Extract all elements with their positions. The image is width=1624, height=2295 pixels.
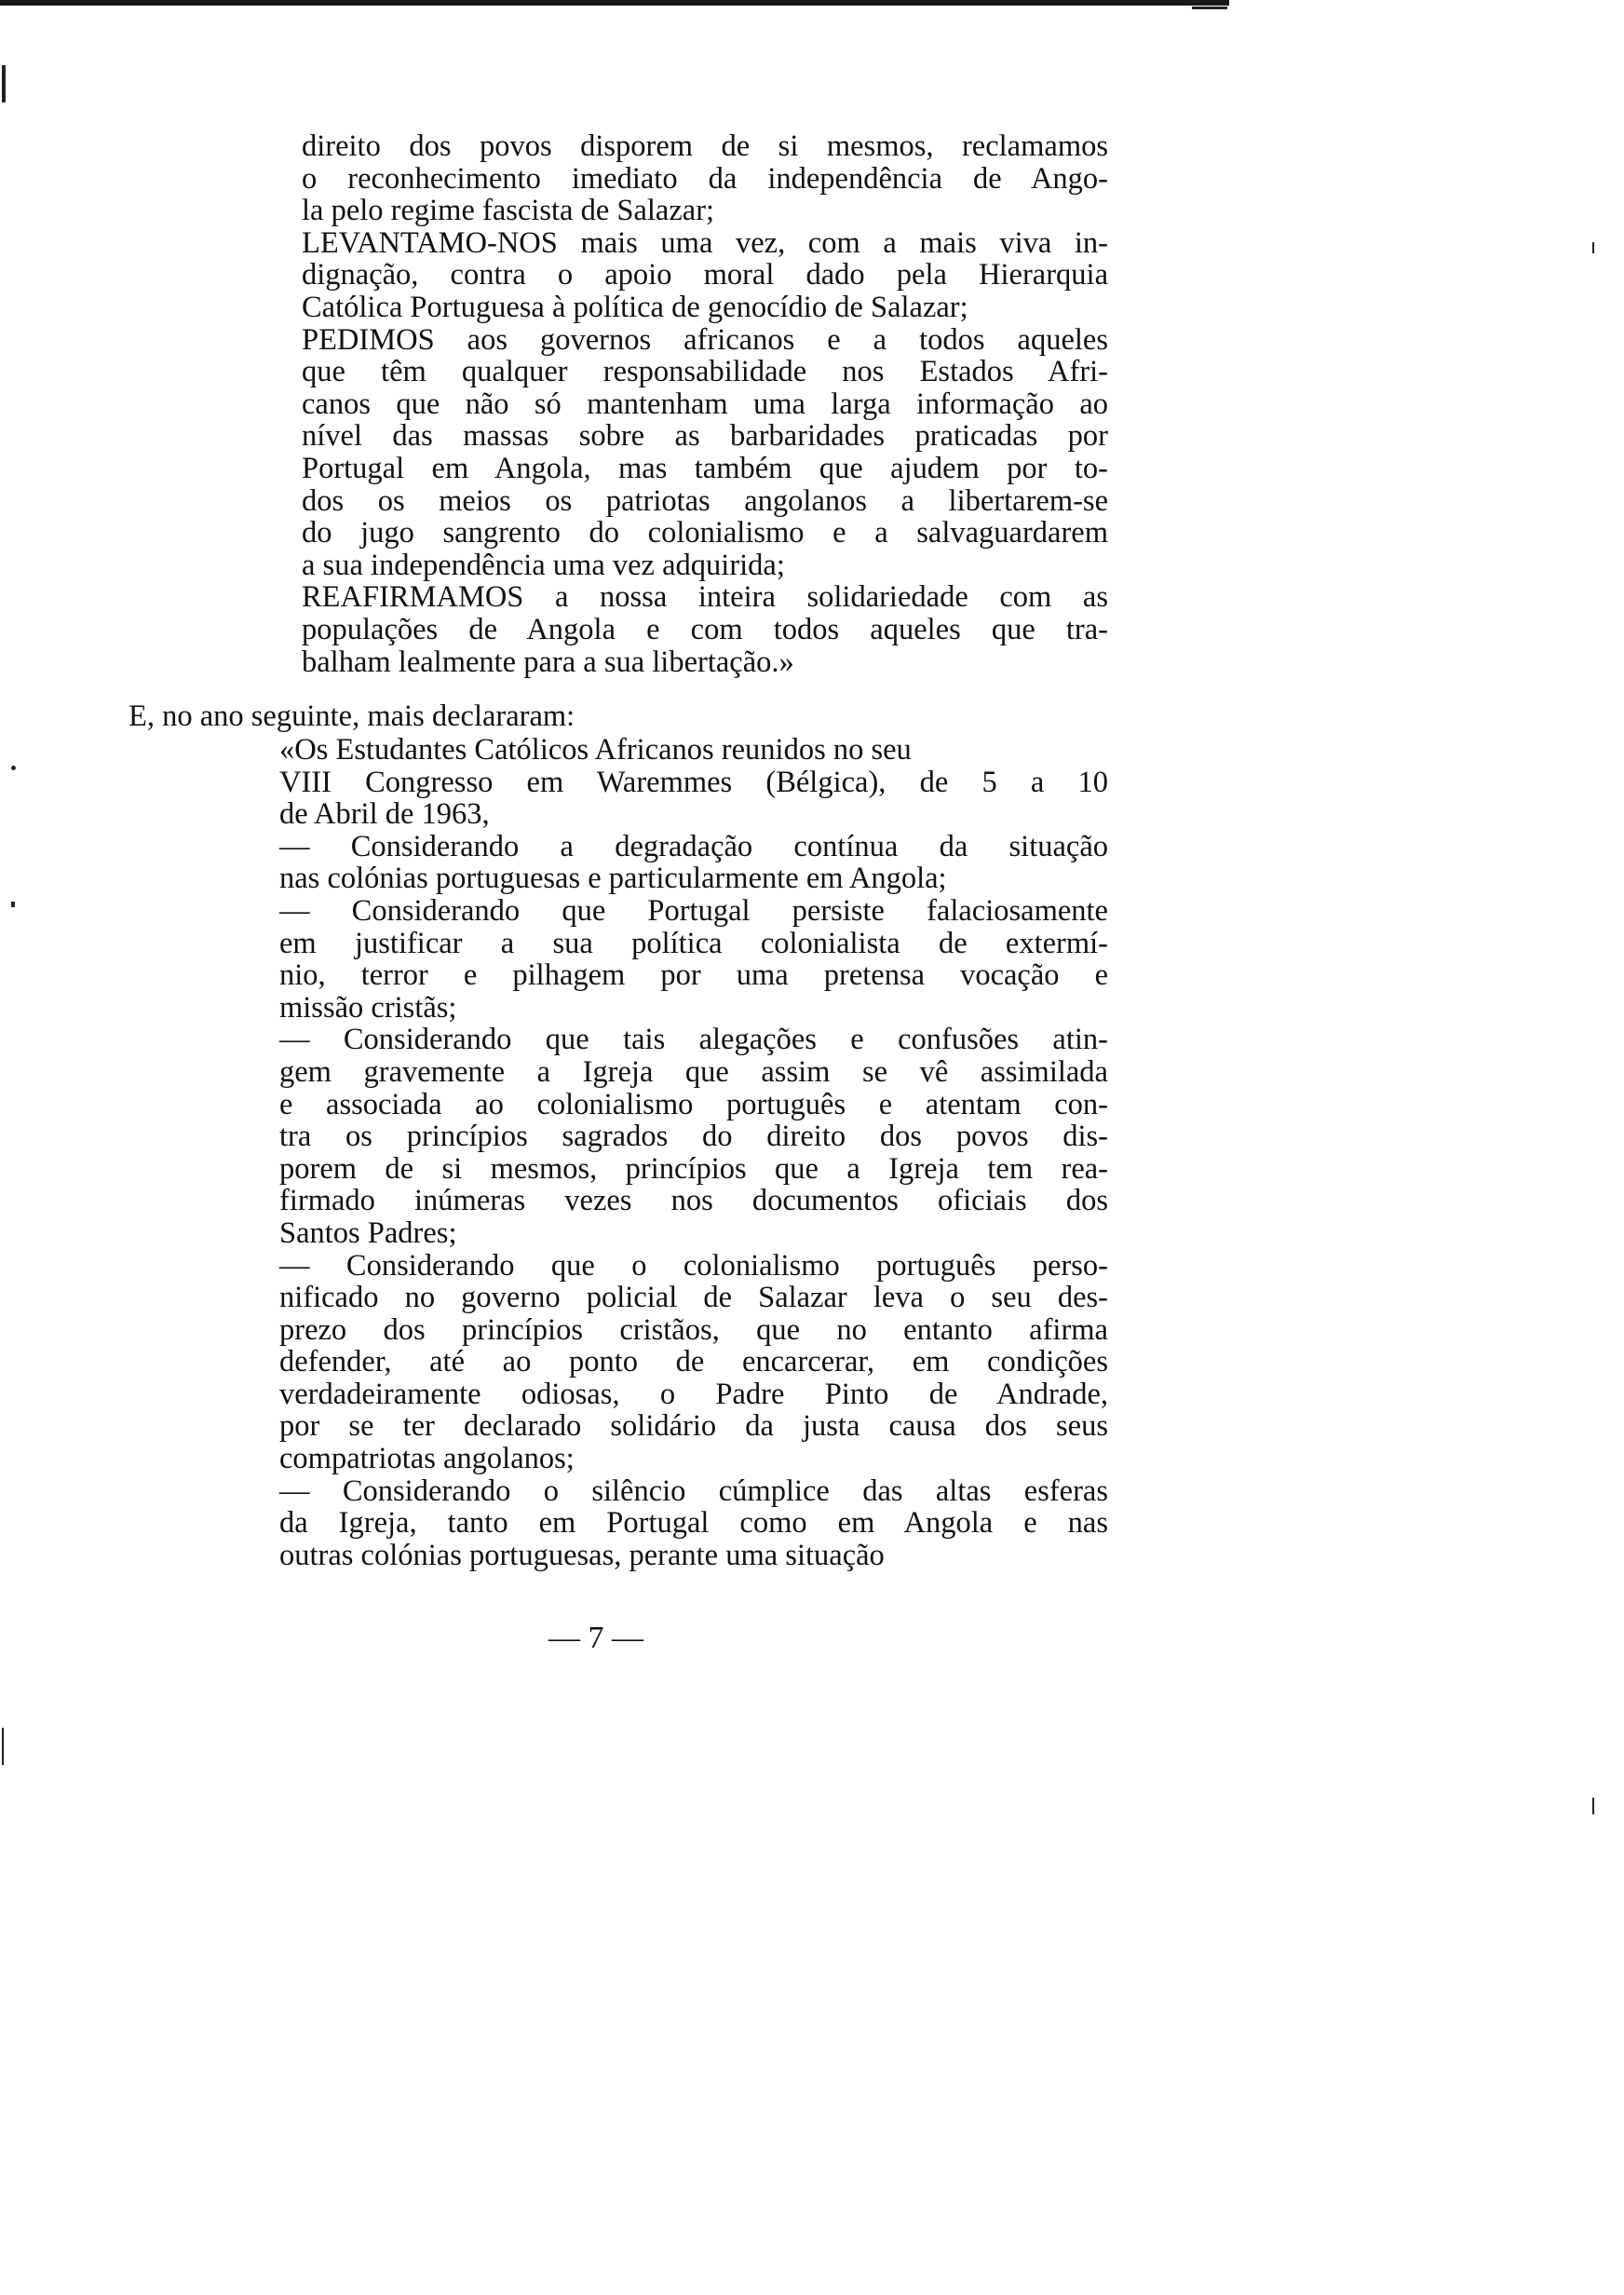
text-line: do jugo sangrento do colonialismo e a salvaguardarem — [302, 516, 1108, 550]
text-line: balham lealmente para a sua libertação.» — [302, 645, 794, 679]
text-line: gem gravemente a Igreja que assim se vê assimilada — [279, 1054, 1108, 1089]
left-edge-line — [2, 1728, 4, 1765]
text-line: — Considerando que o colonialismo português perso- — [279, 1248, 1108, 1283]
page-number: — 7 — — [548, 1621, 643, 1655]
text-line: prezo dos princípios cristãos, que no entanto afirma — [279, 1312, 1108, 1347]
text-line: Portugal em Angola, mas também que ajudem por to- — [302, 451, 1108, 485]
left-edge-mark — [2, 65, 6, 102]
text-line: nível das massas sobre as barbaridades praticadas por — [302, 419, 1108, 454]
lead-in-text: E, no ano seguinte, mais declararam: — [129, 699, 575, 733]
text-line: nas colónias portuguesas e particularmente em Angola; — [279, 862, 947, 896]
text-line: VIII Congresso em Waremmes (Bélgica), de 5 a 10 — [279, 765, 1108, 799]
text-line: defender, até ao ponto de encarcerar, em condições — [279, 1345, 1108, 1379]
quote-2-block — [279, 734, 1108, 1571]
text-line: que têm qualquer responsabilidade nos Estados Afri- — [302, 355, 1108, 389]
quote-1-block — [302, 130, 1108, 678]
top-border-rule-tail — [1192, 7, 1227, 9]
text-line: da Igreja, tanto em Portugal como em Angola e nas — [279, 1506, 1108, 1541]
text-line: compatriotas angolanos; — [279, 1442, 575, 1476]
text-line: — Considerando a degradação contínua da situação — [279, 829, 1108, 863]
text-line: Santos Padres; — [279, 1215, 457, 1250]
text-line: firmado inúmeras vezes nos documentos oficiais dos — [279, 1184, 1108, 1218]
text-line: LEVANTAMO-NOS mais uma vez, com a mais viva in- — [302, 225, 1108, 260]
text-line: — Considerando que tais alegações e confusões atin- — [279, 1023, 1108, 1057]
text-line: verdadeiramente odiosas, o Padre Pinto de Andrade, — [279, 1377, 1108, 1411]
text-line: por se ter declarado solidário da justa causa dos seus — [279, 1409, 1108, 1444]
text-line: dignação, contra o apoio moral dado pela Hierarquia — [302, 258, 1108, 292]
text-line: de Abril de 1963, — [279, 797, 490, 832]
right-edge-mark — [1592, 1798, 1594, 1814]
text-line: populações de Angola e com todos aqueles que tra- — [302, 612, 1108, 646]
text-line: em justificar a sua política colonialista de extermí- — [279, 926, 1108, 960]
text-line: e associada ao colonialismo português e atentam con- — [279, 1087, 1108, 1121]
text-line: o reconhecimento imediato da independência de Ango- — [302, 161, 1108, 196]
text-line: porem de si mesmos, princípios que a Igreja tem rea- — [279, 1151, 1108, 1186]
text-line: REAFIRMAMOS a nossa inteira solidariedade com as — [302, 580, 1108, 615]
text-line: nificado no governo policial de Salazar leva o seu des- — [279, 1281, 1108, 1315]
lead-in-paragraph — [129, 700, 1108, 733]
left-edge-dot — [11, 902, 15, 907]
text-line: canos que não só mantenham uma larga informação ao — [302, 387, 1108, 421]
right-edge-mark — [1592, 242, 1594, 253]
text-line: Católica Portuguesa à política de genocídio de Salazar; — [302, 290, 968, 324]
text-line: «Os Estudantes Católicos Africanos reunidos no seu — [279, 733, 912, 767]
text-line: outras colónias portuguesas, perante uma situação — [279, 1538, 885, 1572]
left-edge-dot — [11, 766, 16, 770]
text-line: direito dos povos disporem de si mesmos, reclamamos — [302, 129, 1108, 163]
text-line: dos os meios os patriotas angolanos a libertarem-se — [302, 483, 1108, 518]
text-line: missão cristãs; — [279, 990, 457, 1025]
text-line: — Considerando o silêncio cúmplice das altas esferas — [279, 1473, 1108, 1508]
text-line: PEDIMOS aos governos africanos e a todos aqueles — [302, 322, 1108, 357]
top-border-rule — [0, 0, 1229, 6]
text-line: la pelo regime fascista de Salazar; — [302, 194, 715, 228]
text-line: a sua independência uma vez adquirida; — [302, 548, 785, 582]
text-line: — Considerando que Portugal persiste falaciosamente — [279, 893, 1108, 928]
text-line: tra os princípios sagrados do direito dos povos dis- — [279, 1120, 1108, 1154]
text-line: nio, terror e pilhagem por uma pretensa vocação e — [279, 958, 1108, 993]
